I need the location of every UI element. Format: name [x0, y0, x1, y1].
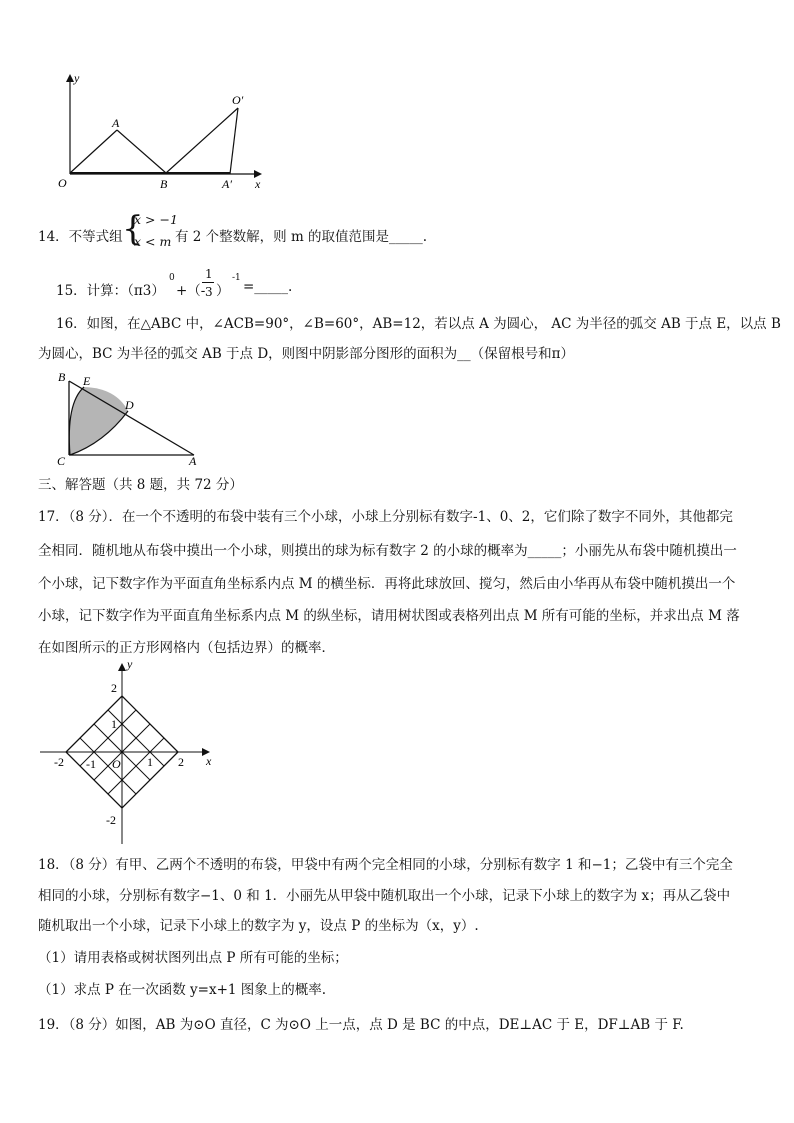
q17-line-4: 小球，记下数字作为平面直角坐标系内点 M 的纵坐标，请用树状图或表格列出点 M 所有可能的坐标，并求出点 M 落 — [38, 608, 740, 624]
label-A-prime: A′ — [222, 177, 232, 191]
q17-line-5: 在如图所示的正方形网格内（包括边界）的概率． — [38, 640, 335, 656]
q15-mid: +（- — [176, 283, 206, 299]
q15-exp0: 0 — [169, 273, 175, 283]
q14-rest: 有 2 个整数解，则 m 的取值范围是_____. — [175, 229, 428, 245]
tick-y-1: 1 — [111, 717, 117, 731]
axis-label-y: y — [127, 657, 133, 671]
label-O-prime: O′ — [232, 93, 244, 107]
label-O: O — [58, 176, 67, 190]
q18-line-1: 18．（8 分）有甲、乙两个不透明的布袋，甲袋中有两个完全相同的小球，分别标有数字 1 和−1；乙袋中有三个完全 — [38, 857, 733, 873]
label-B: B — [160, 177, 168, 191]
q15-frac-den: 3 — [205, 285, 213, 299]
q18-sub-1: （1）请用表格或树状图列出点 P 所有可能的坐标； — [38, 950, 348, 966]
q16-line-1: 16．如图，在△ABC 中，∠ACB=90°，∠B=60°，AB=12，若以点 A 为圆心， AC 为半径的弧交 AB 于点 E，以点 B — [56, 316, 781, 332]
q15-close: ） — [216, 283, 230, 299]
q17-line-1: 17．（8 分）．在一个不透明的布袋中装有三个小球，小球上分别标有数字-1、0、2，它们除了数字不同外，其他都完 — [38, 509, 733, 525]
q18-line-3: 随机取出一个小球，记录下小球上的数字为 y，设点 P 的坐标为（x，y）. — [38, 918, 479, 934]
q14-prefix: 14．不等式组 — [38, 229, 123, 245]
tick-x-neg2: -2 — [54, 755, 64, 769]
coordinate-figure-top — [50, 66, 280, 196]
q18-line-2: 相同的小球，分别标有数字−1、0 和 1．小丽先从甲袋中随机取出一个小球，记录下小球上的数字为 x；再从乙袋中 — [38, 888, 731, 904]
label-A: A — [112, 116, 120, 130]
tick-x-1: 1 — [147, 755, 153, 769]
q17-line-2: 全相同．随机地从布袋中摸出一个小球，则摸出的球为标有数字 2 的小球的概率为_____；小丽先从布袋中随机摸出一 — [38, 543, 737, 559]
q14-inequality-2: x < m — [134, 234, 172, 249]
diamond-grid-figure — [36, 656, 226, 850]
q15-suffix: =_____. — [243, 279, 293, 295]
q17-line-3: 个小球，记下数字作为平面直角坐标系内点 M 的横坐标．再将此球放回、搅匀，然后由小华再从布袋中随机摸出一个 — [38, 576, 736, 592]
axis-label-x: x — [206, 754, 212, 768]
tick-y-2: 2 — [111, 681, 117, 695]
tick-x-neg1: -1 — [86, 757, 96, 771]
q18-sub-2: （1）求点 P 在一次函数 y=x+1 图象上的概率. — [38, 982, 327, 998]
q15-exp1: -1 — [232, 273, 241, 283]
label-C: C — [57, 454, 66, 468]
triangle-figure — [54, 368, 204, 468]
q15-prefix: 15．计算：（π3） — [56, 283, 165, 299]
label-y: y — [74, 71, 80, 85]
label-D: D — [125, 398, 134, 412]
tick-y-neg2: -2 — [106, 813, 116, 827]
question-15 — [56, 267, 756, 307]
label-x: x — [255, 177, 261, 191]
q19-line-1: 19．（8 分）如图，AB 为⊙O 直径，C 为⊙O 上一点，点 D 是 BC 的中点，DE⊥AC 于 E，DF⊥AB 于 F. — [38, 1017, 684, 1033]
q14-brace: { — [122, 209, 144, 249]
label-A: A — [189, 454, 197, 468]
q16-line-2: 为圆心，BC 为半径的弧交 AB 于点 D，则图中阴影部分图形的面积为__（保留根号和π） — [38, 346, 575, 362]
label-B: B — [58, 370, 66, 384]
question-14 — [38, 210, 758, 254]
q15-frac-bar — [202, 282, 214, 283]
origin-label: O — [112, 757, 121, 771]
q15-frac-num: 1 — [205, 267, 213, 281]
label-E: E — [83, 374, 91, 388]
q14-inequality-1: x > −1 — [134, 212, 178, 227]
section-3-heading: 三、解答题（共 8 题，共 72 分） — [38, 477, 243, 493]
tick-x-2: 2 — [178, 755, 184, 769]
